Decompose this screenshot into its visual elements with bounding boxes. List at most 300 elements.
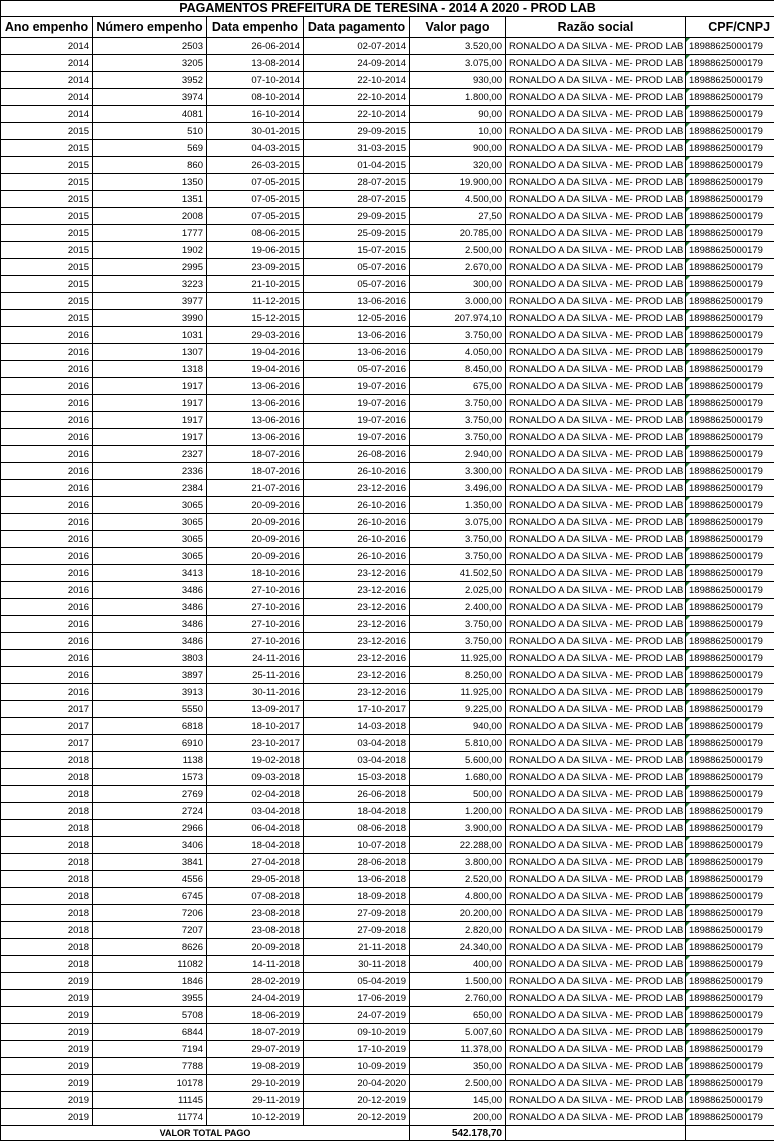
numero-empenho-cell: 3803 (93, 650, 207, 667)
ano-empenho-cell: 2018 (1, 888, 93, 905)
numero-empenho-cell: 7194 (93, 1041, 207, 1058)
data-empenho-cell: 07-05-2015 (207, 191, 304, 208)
numero-empenho-cell: 2336 (93, 463, 207, 480)
table-row (1, 990, 774, 1007)
cpf-cnpj-cell: 18988625000179 (686, 531, 774, 548)
numero-empenho-cell: 8626 (93, 939, 207, 956)
table-row (1, 89, 774, 106)
razao-social-cell: RONALDO A DA SILVA - ME- PROD LAB (506, 531, 686, 548)
razao-social-cell: RONALDO A DA SILVA - ME- PROD LAB (506, 633, 686, 650)
table-row (1, 1024, 774, 1041)
valor-pago-cell: 19.900,00 (410, 174, 506, 191)
cpf-cnpj-cell: 18988625000179 (686, 701, 774, 718)
ano-empenho-cell: 2015 (1, 140, 93, 157)
valor-pago-cell: 400,00 (410, 956, 506, 973)
total-label: VALOR TOTAL PAGO (1, 1126, 410, 1141)
cpf-cnpj-cell: 18988625000179 (686, 327, 774, 344)
ano-empenho-cell: 2018 (1, 820, 93, 837)
razao-social-cell: RONALDO A DA SILVA - ME- PROD LAB (506, 72, 686, 89)
cpf-cnpj-cell: 18988625000179 (686, 684, 774, 701)
razao-social-cell: RONALDO A DA SILVA - ME- PROD LAB (506, 820, 686, 837)
data-empenho-cell: 10-12-2019 (207, 1109, 304, 1126)
data-pagamento-cell: 23-12-2016 (304, 684, 410, 701)
data-empenho-cell: 24-11-2016 (207, 650, 304, 667)
valor-pago-cell: 1.200,00 (410, 803, 506, 820)
valor-pago-cell: 4.500,00 (410, 191, 506, 208)
data-pagamento-cell: 12-05-2016 (304, 310, 410, 327)
numero-empenho-cell: 3486 (93, 599, 207, 616)
data-empenho-cell: 18-07-2016 (207, 463, 304, 480)
data-empenho-cell: 13-06-2016 (207, 378, 304, 395)
valor-pago-cell: 2.500,00 (410, 242, 506, 259)
data-pagamento-cell: 14-03-2018 (304, 718, 410, 735)
data-pagamento-cell: 20-12-2019 (304, 1109, 410, 1126)
cpf-cnpj-cell: 18988625000179 (686, 735, 774, 752)
table-row (1, 72, 774, 89)
table-row (1, 327, 774, 344)
razao-social-cell: RONALDO A DA SILVA - ME- PROD LAB (506, 973, 686, 990)
data-pagamento-cell: 26-10-2016 (304, 497, 410, 514)
numero-empenho-cell: 3486 (93, 616, 207, 633)
data-empenho-cell: 16-10-2014 (207, 106, 304, 123)
valor-pago-cell: 5.810,00 (410, 735, 506, 752)
valor-pago-cell: 3.750,00 (410, 327, 506, 344)
data-empenho-cell: 29-05-2018 (207, 871, 304, 888)
numero-empenho-cell: 3952 (93, 72, 207, 89)
valor-pago-cell: 11.378,00 (410, 1041, 506, 1058)
valor-pago-cell: 1.800,00 (410, 89, 506, 106)
data-empenho-cell: 06-04-2018 (207, 820, 304, 837)
numero-empenho-cell: 1917 (93, 378, 207, 395)
razao-social-cell: RONALDO A DA SILVA - ME- PROD LAB (506, 395, 686, 412)
cpf-cnpj-cell: 18988625000179 (686, 191, 774, 208)
cpf-cnpj-cell: 18988625000179 (686, 956, 774, 973)
valor-pago-cell: 24.340,00 (410, 939, 506, 956)
ano-empenho-cell: 2014 (1, 89, 93, 106)
ano-empenho-cell: 2017 (1, 701, 93, 718)
data-pagamento-cell: 23-12-2016 (304, 599, 410, 616)
data-pagamento-cell: 25-09-2015 (304, 225, 410, 242)
razao-social-cell: RONALDO A DA SILVA - ME- PROD LAB (506, 735, 686, 752)
valor-pago-cell: 2.025,00 (410, 582, 506, 599)
data-pagamento-cell: 05-07-2016 (304, 259, 410, 276)
razao-social-cell: RONALDO A DA SILVA - ME- PROD LAB (506, 174, 686, 191)
data-empenho-cell: 09-03-2018 (207, 769, 304, 786)
ano-empenho-cell: 2014 (1, 38, 93, 55)
cpf-cnpj-cell: 18988625000179 (686, 123, 774, 140)
cpf-cnpj-cell: 18988625000179 (686, 1007, 774, 1024)
cpf-cnpj-cell: 18988625000179 (686, 1075, 774, 1092)
data-pagamento-cell: 05-04-2019 (304, 973, 410, 990)
table-row (1, 429, 774, 446)
data-empenho-cell: 19-04-2016 (207, 344, 304, 361)
data-empenho-cell: 13-06-2016 (207, 412, 304, 429)
valor-pago-cell: 3.900,00 (410, 820, 506, 837)
valor-pago-cell: 1.350,00 (410, 497, 506, 514)
data-empenho-cell: 24-04-2019 (207, 990, 304, 1007)
ano-empenho-cell: 2016 (1, 497, 93, 514)
valor-pago-cell: 2.400,00 (410, 599, 506, 616)
sheet-title: PAGAMENTOS PREFEITURA DE TERESINA - 2014 A 2020 - PROD LAB (1, 1, 774, 17)
razao-social-cell: RONALDO A DA SILVA - ME- PROD LAB (506, 956, 686, 973)
data-empenho-cell: 29-07-2019 (207, 1041, 304, 1058)
table-row (1, 667, 774, 684)
table-row (1, 684, 774, 701)
ano-empenho-cell: 2017 (1, 718, 93, 735)
data-empenho-cell: 13-06-2016 (207, 429, 304, 446)
razao-social-cell: RONALDO A DA SILVA - ME- PROD LAB (506, 1075, 686, 1092)
table-row (1, 38, 774, 55)
table-row (1, 106, 774, 123)
valor-pago-cell: 8.250,00 (410, 667, 506, 684)
cpf-cnpj-cell: 18988625000179 (686, 837, 774, 854)
col-header-razao-social: Razão social (506, 17, 686, 38)
numero-empenho-cell: 1917 (93, 412, 207, 429)
table-row (1, 939, 774, 956)
razao-social-cell: RONALDO A DA SILVA - ME- PROD LAB (506, 140, 686, 157)
data-empenho-cell: 13-06-2016 (207, 395, 304, 412)
data-pagamento-cell: 19-07-2016 (304, 429, 410, 446)
valor-pago-cell: 3.750,00 (410, 412, 506, 429)
numero-empenho-cell: 1350 (93, 174, 207, 191)
data-pagamento-cell: 22-10-2014 (304, 89, 410, 106)
data-empenho-cell: 19-08-2019 (207, 1058, 304, 1075)
total-empty-cell (506, 1126, 686, 1141)
valor-pago-cell: 90,00 (410, 106, 506, 123)
cpf-cnpj-cell: 18988625000179 (686, 718, 774, 735)
title-row (1, 1, 774, 17)
cpf-cnpj-cell: 18988625000179 (686, 786, 774, 803)
razao-social-cell: RONALDO A DA SILVA - ME- PROD LAB (506, 650, 686, 667)
ano-empenho-cell: 2018 (1, 769, 93, 786)
valor-pago-cell: 4.800,00 (410, 888, 506, 905)
numero-empenho-cell: 11082 (93, 956, 207, 973)
valor-pago-cell: 1.680,00 (410, 769, 506, 786)
valor-pago-cell: 145,00 (410, 1092, 506, 1109)
valor-pago-cell: 2.500,00 (410, 1075, 506, 1092)
numero-empenho-cell: 860 (93, 157, 207, 174)
valor-pago-cell: 2.760,00 (410, 990, 506, 1007)
cpf-cnpj-cell: 18988625000179 (686, 72, 774, 89)
numero-empenho-cell: 3065 (93, 531, 207, 548)
cpf-cnpj-cell: 18988625000179 (686, 888, 774, 905)
ano-empenho-cell: 2018 (1, 837, 93, 854)
col-header-cpf-cnpj: CPF/CNPJ (686, 17, 774, 38)
data-pagamento-cell: 19-07-2016 (304, 395, 410, 412)
table-row (1, 837, 774, 854)
cpf-cnpj-cell: 18988625000179 (686, 1109, 774, 1126)
valor-pago-cell: 3.750,00 (410, 429, 506, 446)
ano-empenho-cell: 2014 (1, 55, 93, 72)
valor-pago-cell: 41.502,50 (410, 565, 506, 582)
ano-empenho-cell: 2016 (1, 514, 93, 531)
numero-empenho-cell: 1138 (93, 752, 207, 769)
data-pagamento-cell: 23-12-2016 (304, 480, 410, 497)
data-pagamento-cell: 29-09-2015 (304, 208, 410, 225)
ano-empenho-cell: 2015 (1, 208, 93, 225)
data-pagamento-cell: 05-07-2016 (304, 361, 410, 378)
razao-social-cell: RONALDO A DA SILVA - ME- PROD LAB (506, 463, 686, 480)
ano-empenho-cell: 2016 (1, 395, 93, 412)
cpf-cnpj-cell: 18988625000179 (686, 939, 774, 956)
table-row (1, 174, 774, 191)
cpf-cnpj-cell: 18988625000179 (686, 1041, 774, 1058)
razao-social-cell: RONALDO A DA SILVA - ME- PROD LAB (506, 480, 686, 497)
ano-empenho-cell: 2015 (1, 225, 93, 242)
table-row (1, 1092, 774, 1109)
valor-pago-cell: 3.750,00 (410, 548, 506, 565)
data-pagamento-cell: 26-06-2018 (304, 786, 410, 803)
data-empenho-cell: 23-09-2015 (207, 259, 304, 276)
cpf-cnpj-cell: 18988625000179 (686, 548, 774, 565)
razao-social-cell: RONALDO A DA SILVA - ME- PROD LAB (506, 225, 686, 242)
data-pagamento-cell: 17-06-2019 (304, 990, 410, 1007)
data-empenho-cell: 07-08-2018 (207, 888, 304, 905)
valor-pago-cell: 3.750,00 (410, 395, 506, 412)
table-row (1, 293, 774, 310)
data-pagamento-cell: 24-09-2014 (304, 55, 410, 72)
razao-social-cell: RONALDO A DA SILVA - ME- PROD LAB (506, 106, 686, 123)
cpf-cnpj-cell: 18988625000179 (686, 310, 774, 327)
ano-empenho-cell: 2016 (1, 463, 93, 480)
data-pagamento-cell: 08-06-2018 (304, 820, 410, 837)
cpf-cnpj-cell: 18988625000179 (686, 565, 774, 582)
cpf-cnpj-cell: 18988625000179 (686, 140, 774, 157)
numero-empenho-cell: 1902 (93, 242, 207, 259)
razao-social-cell: RONALDO A DA SILVA - ME- PROD LAB (506, 242, 686, 259)
numero-empenho-cell: 1917 (93, 429, 207, 446)
ano-empenho-cell: 2016 (1, 684, 93, 701)
valor-pago-cell: 3.075,00 (410, 55, 506, 72)
col-header-data-empenho: Data empenho (207, 17, 304, 38)
data-empenho-cell: 11-12-2015 (207, 293, 304, 310)
valor-pago-cell: 940,00 (410, 718, 506, 735)
data-empenho-cell: 26-06-2014 (207, 38, 304, 55)
valor-pago-cell: 207.974,10 (410, 310, 506, 327)
table-row (1, 752, 774, 769)
ano-empenho-cell: 2016 (1, 446, 93, 463)
ano-empenho-cell: 2016 (1, 650, 93, 667)
table-row (1, 259, 774, 276)
data-pagamento-cell: 23-12-2016 (304, 667, 410, 684)
ano-empenho-cell: 2014 (1, 106, 93, 123)
razao-social-cell: RONALDO A DA SILVA - ME- PROD LAB (506, 990, 686, 1007)
valor-pago-cell: 5.007,60 (410, 1024, 506, 1041)
numero-empenho-cell: 4081 (93, 106, 207, 123)
ano-empenho-cell: 2018 (1, 871, 93, 888)
ano-empenho-cell: 2019 (1, 973, 93, 990)
data-empenho-cell: 20-09-2016 (207, 531, 304, 548)
numero-empenho-cell: 3841 (93, 854, 207, 871)
data-pagamento-cell: 13-06-2016 (304, 344, 410, 361)
ano-empenho-cell: 2018 (1, 752, 93, 769)
col-header-ano-empenho: Ano empenho (1, 17, 93, 38)
data-empenho-cell: 08-10-2014 (207, 89, 304, 106)
data-pagamento-cell: 23-12-2016 (304, 565, 410, 582)
table-row (1, 956, 774, 973)
cpf-cnpj-cell: 18988625000179 (686, 650, 774, 667)
data-empenho-cell: 29-10-2019 (207, 1075, 304, 1092)
valor-pago-cell: 9.225,00 (410, 701, 506, 718)
table-row (1, 378, 774, 395)
data-empenho-cell: 13-09-2017 (207, 701, 304, 718)
cpf-cnpj-cell: 18988625000179 (686, 208, 774, 225)
data-empenho-cell: 27-10-2016 (207, 599, 304, 616)
table-row (1, 786, 774, 803)
data-empenho-cell: 18-07-2016 (207, 446, 304, 463)
cpf-cnpj-cell: 18988625000179 (686, 1092, 774, 1109)
data-pagamento-cell: 27-09-2018 (304, 905, 410, 922)
razao-social-cell: RONALDO A DA SILVA - ME- PROD LAB (506, 565, 686, 582)
valor-pago-cell: 500,00 (410, 786, 506, 803)
data-pagamento-cell: 28-07-2015 (304, 191, 410, 208)
table-row (1, 565, 774, 582)
numero-empenho-cell: 3205 (93, 55, 207, 72)
numero-empenho-cell: 3413 (93, 565, 207, 582)
table-row (1, 55, 774, 72)
numero-empenho-cell: 510 (93, 123, 207, 140)
data-pagamento-cell: 26-10-2016 (304, 514, 410, 531)
data-pagamento-cell: 26-10-2016 (304, 463, 410, 480)
valor-pago-cell: 200,00 (410, 1109, 506, 1126)
valor-pago-cell: 27,50 (410, 208, 506, 225)
data-empenho-cell: 23-08-2018 (207, 905, 304, 922)
numero-empenho-cell: 3065 (93, 514, 207, 531)
data-empenho-cell: 07-05-2015 (207, 208, 304, 225)
cpf-cnpj-cell: 18988625000179 (686, 803, 774, 820)
data-pagamento-cell: 15-03-2018 (304, 769, 410, 786)
table-row (1, 718, 774, 735)
cpf-cnpj-cell: 18988625000179 (686, 769, 774, 786)
valor-pago-cell: 3.300,00 (410, 463, 506, 480)
cpf-cnpj-cell: 18988625000179 (686, 89, 774, 106)
data-empenho-cell: 27-10-2016 (207, 582, 304, 599)
razao-social-cell: RONALDO A DA SILVA - ME- PROD LAB (506, 446, 686, 463)
numero-empenho-cell: 5708 (93, 1007, 207, 1024)
table-row (1, 480, 774, 497)
razao-social-cell: RONALDO A DA SILVA - ME- PROD LAB (506, 667, 686, 684)
razao-social-cell: RONALDO A DA SILVA - ME- PROD LAB (506, 769, 686, 786)
razao-social-cell: RONALDO A DA SILVA - ME- PROD LAB (506, 854, 686, 871)
valor-pago-cell: 675,00 (410, 378, 506, 395)
razao-social-cell: RONALDO A DA SILVA - ME- PROD LAB (506, 701, 686, 718)
ano-empenho-cell: 2016 (1, 565, 93, 582)
table-row (1, 242, 774, 259)
data-empenho-cell: 30-11-2016 (207, 684, 304, 701)
valor-pago-cell: 320,00 (410, 157, 506, 174)
razao-social-cell: RONALDO A DA SILVA - ME- PROD LAB (506, 599, 686, 616)
data-empenho-cell: 07-05-2015 (207, 174, 304, 191)
razao-social-cell: RONALDO A DA SILVA - ME- PROD LAB (506, 1024, 686, 1041)
numero-empenho-cell: 10178 (93, 1075, 207, 1092)
valor-pago-cell: 350,00 (410, 1058, 506, 1075)
ano-empenho-cell: 2019 (1, 1092, 93, 1109)
numero-empenho-cell: 3486 (93, 633, 207, 650)
data-empenho-cell: 27-10-2016 (207, 633, 304, 650)
data-empenho-cell: 20-09-2016 (207, 497, 304, 514)
data-pagamento-cell: 02-07-2014 (304, 38, 410, 55)
table-row (1, 871, 774, 888)
table-row (1, 769, 774, 786)
data-pagamento-cell: 19-07-2016 (304, 412, 410, 429)
table-row (1, 735, 774, 752)
razao-social-cell: RONALDO A DA SILVA - ME- PROD LAB (506, 293, 686, 310)
data-empenho-cell: 23-10-2017 (207, 735, 304, 752)
cpf-cnpj-cell: 18988625000179 (686, 395, 774, 412)
razao-social-cell: RONALDO A DA SILVA - ME- PROD LAB (506, 1041, 686, 1058)
table-row (1, 701, 774, 718)
razao-social-cell: RONALDO A DA SILVA - ME- PROD LAB (506, 616, 686, 633)
valor-pago-cell: 8.450,00 (410, 361, 506, 378)
data-empenho-cell: 18-07-2019 (207, 1024, 304, 1041)
data-pagamento-cell: 13-06-2018 (304, 871, 410, 888)
data-pagamento-cell: 18-04-2018 (304, 803, 410, 820)
data-empenho-cell: 29-03-2016 (207, 327, 304, 344)
cpf-cnpj-cell: 18988625000179 (686, 905, 774, 922)
ano-empenho-cell: 2015 (1, 191, 93, 208)
data-empenho-cell: 18-10-2017 (207, 718, 304, 735)
data-pagamento-cell: 23-12-2016 (304, 616, 410, 633)
valor-pago-cell: 900,00 (410, 140, 506, 157)
cpf-cnpj-cell: 18988625000179 (686, 616, 774, 633)
ano-empenho-cell: 2018 (1, 786, 93, 803)
razao-social-cell: RONALDO A DA SILVA - ME- PROD LAB (506, 429, 686, 446)
data-pagamento-cell: 26-08-2016 (304, 446, 410, 463)
ano-empenho-cell: 2016 (1, 667, 93, 684)
table-row (1, 803, 774, 820)
razao-social-cell: RONALDO A DA SILVA - ME- PROD LAB (506, 905, 686, 922)
table-row (1, 1058, 774, 1075)
table-row (1, 854, 774, 871)
data-pagamento-cell: 15-07-2015 (304, 242, 410, 259)
ano-empenho-cell: 2019 (1, 1007, 93, 1024)
table-row (1, 276, 774, 293)
cpf-cnpj-cell: 18988625000179 (686, 599, 774, 616)
razao-social-cell: RONALDO A DA SILVA - ME- PROD LAB (506, 55, 686, 72)
table-row (1, 531, 774, 548)
razao-social-cell: RONALDO A DA SILVA - ME- PROD LAB (506, 718, 686, 735)
razao-social-cell: RONALDO A DA SILVA - ME- PROD LAB (506, 497, 686, 514)
data-empenho-cell: 30-01-2015 (207, 123, 304, 140)
data-pagamento-cell: 22-10-2014 (304, 106, 410, 123)
ano-empenho-cell: 2016 (1, 582, 93, 599)
numero-empenho-cell: 6818 (93, 718, 207, 735)
cpf-cnpj-cell: 18988625000179 (686, 106, 774, 123)
cpf-cnpj-cell: 18988625000179 (686, 497, 774, 514)
table-body (1, 38, 774, 1126)
numero-empenho-cell: 1031 (93, 327, 207, 344)
ano-empenho-cell: 2018 (1, 956, 93, 973)
numero-empenho-cell: 7206 (93, 905, 207, 922)
valor-pago-cell: 300,00 (410, 276, 506, 293)
table-row (1, 650, 774, 667)
cpf-cnpj-cell: 18988625000179 (686, 259, 774, 276)
numero-empenho-cell: 2995 (93, 259, 207, 276)
data-empenho-cell: 20-09-2016 (207, 514, 304, 531)
col-header-valor-pago: Valor pago (410, 17, 506, 38)
cpf-cnpj-cell: 18988625000179 (686, 242, 774, 259)
ano-empenho-cell: 2016 (1, 531, 93, 548)
table-row (1, 361, 774, 378)
razao-social-cell: RONALDO A DA SILVA - ME- PROD LAB (506, 888, 686, 905)
numero-empenho-cell: 11774 (93, 1109, 207, 1126)
numero-empenho-cell: 2966 (93, 820, 207, 837)
col-header-data-pagamento: Data pagamento (304, 17, 410, 38)
numero-empenho-cell: 7788 (93, 1058, 207, 1075)
ano-empenho-cell: 2015 (1, 293, 93, 310)
table-row (1, 616, 774, 633)
ano-empenho-cell: 2018 (1, 905, 93, 922)
